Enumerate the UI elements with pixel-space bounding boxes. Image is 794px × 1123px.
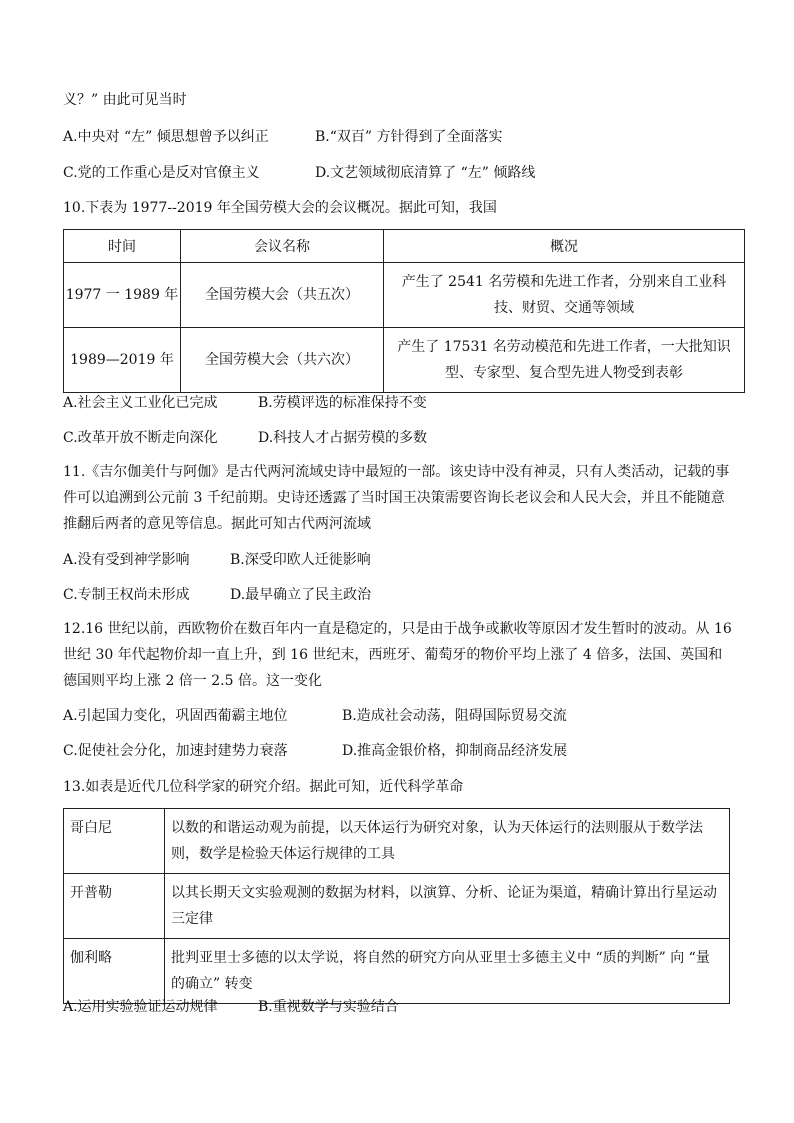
- q12-option-d: D.推高金银价格，抑制商品经济发展: [342, 743, 568, 759]
- table-row: [64, 809, 730, 874]
- table-row: [64, 874, 730, 939]
- table-cell-desc: 批判亚里士多德的以太学说，将自然的研究方向从亚里士多德主义中 “质的判断” 向 “量的确立” 转变: [165, 939, 730, 1004]
- q13-option-b: B.重视数学与实验结合: [258, 999, 399, 1015]
- q13-stem: 13.如表是近代几位科学家的研究介绍。据此可知，近代科学革命: [63, 779, 464, 795]
- table-cell-name: 伽利略: [64, 939, 165, 1004]
- q12-option-c: C.促使社会分化，加速封建势力衰落: [63, 743, 288, 759]
- q10-option-c: C.改革开放不断走向深化: [63, 430, 218, 446]
- q13-table: [63, 808, 730, 1004]
- q13-option-a: A.运用实验验证运动规律: [63, 999, 218, 1015]
- q11-option-a: A.没有受到神学影响: [63, 552, 190, 568]
- table-row: [64, 263, 745, 328]
- q10-option-d: D.科技人才占据劳模的多数: [258, 430, 428, 446]
- q12-option-a: A.引起国力变化，巩固西葡霸主地位: [63, 708, 288, 724]
- table-cell-time: 1989—2019 年: [64, 328, 181, 393]
- q9-option-a: A.中央对 “左” 倾思想曾予以纠正: [63, 129, 269, 145]
- q10-stem: 10.下表为 1977--2019 年全国劳模大会的会议概况。据此可知，我国: [63, 200, 497, 216]
- table-cell-name: 开普勒: [64, 874, 165, 939]
- table-row: [64, 939, 730, 1004]
- table-cell-name: 全国劳模大会（共六次）: [181, 328, 384, 393]
- table-cell-name: 哥白尼: [64, 809, 165, 874]
- q11-stem: 11.《吉尔伽美什与阿伽》是古代两河流域史诗中最短的一部。该史诗中没有神灵，只有人类活动，记载的事件可以追溯到公元前 3 千纪前期。史诗还透露了当时国王决策需要咨询长老议会和人民大会，并且不能随意推翻后两者的意见等信息。据此可知古代两河流域: [63, 464, 730, 532]
- table-header-name: 会议名称: [181, 230, 384, 263]
- q11-option-b: B.深受印欧人迁徙影响: [230, 552, 371, 568]
- table-header-row: [64, 230, 745, 263]
- q9-option-d: D.文艺领域彻底清算了 “左” 倾路线: [315, 165, 536, 181]
- q9-option-b: B.“双百” 方针得到了全面落实: [315, 129, 503, 145]
- q10-table: [63, 229, 745, 393]
- q10-option-a: A.社会主义工业化已完成: [63, 395, 218, 411]
- q11-option-c: C.专制王权尚未形成: [63, 587, 190, 603]
- q11-option-d: D.最早确立了民主政治: [230, 587, 372, 603]
- table-cell-time: 1977 一 1989 年: [64, 263, 181, 328]
- table-cell-desc: 产生了 17531 名劳动模范和先进工作者，一大批知识型、专家型、复合型先进人物受到表彰: [384, 328, 745, 393]
- table-cell-desc: 以其长期天文实验观测的数据为材料，以演算、分析、论证为渠道，精确计算出行星运动三定律: [165, 874, 730, 939]
- table-header-time: 时间: [64, 230, 181, 263]
- table-cell-desc: 产生了 2541 名劳模和先进工作者，分别来自工业科技、财贸、交通等领域: [384, 263, 745, 328]
- table-cell-desc: 以数的和谐运动观为前提，以天体运行为研究对象，认为天体运行的法则服从于数学法则，数学是检验天体运行规律的工具: [165, 809, 730, 874]
- table-cell-name: 全国劳模大会（共五次）: [181, 263, 384, 328]
- q10-option-b: B.劳模评选的标准保持不变: [258, 395, 427, 411]
- q12-stem: 12.16 世纪以前，西欧物价在数百年内一直是稳定的，只是由于战争或歉收等原因才发生暂时的波动。从 16 世纪 30 年代起物价却一直上升，到 16 世纪末，西班牙、葡萄牙的物价平均上涨了 4 倍多，法国、英国和德国则平均上涨 2 倍一 2.5 倍。这一变化: [63, 621, 732, 689]
- q9-stem-tail: 义？” 由此可见当时: [63, 92, 187, 108]
- q12-option-b: B.造成社会动荡，阻碍国际贸易交流: [342, 708, 567, 724]
- table-row: [64, 328, 745, 393]
- q9-option-c: C.党的工作重心是反对官僚主义: [63, 165, 260, 181]
- table-header-desc: 概况: [384, 230, 745, 263]
